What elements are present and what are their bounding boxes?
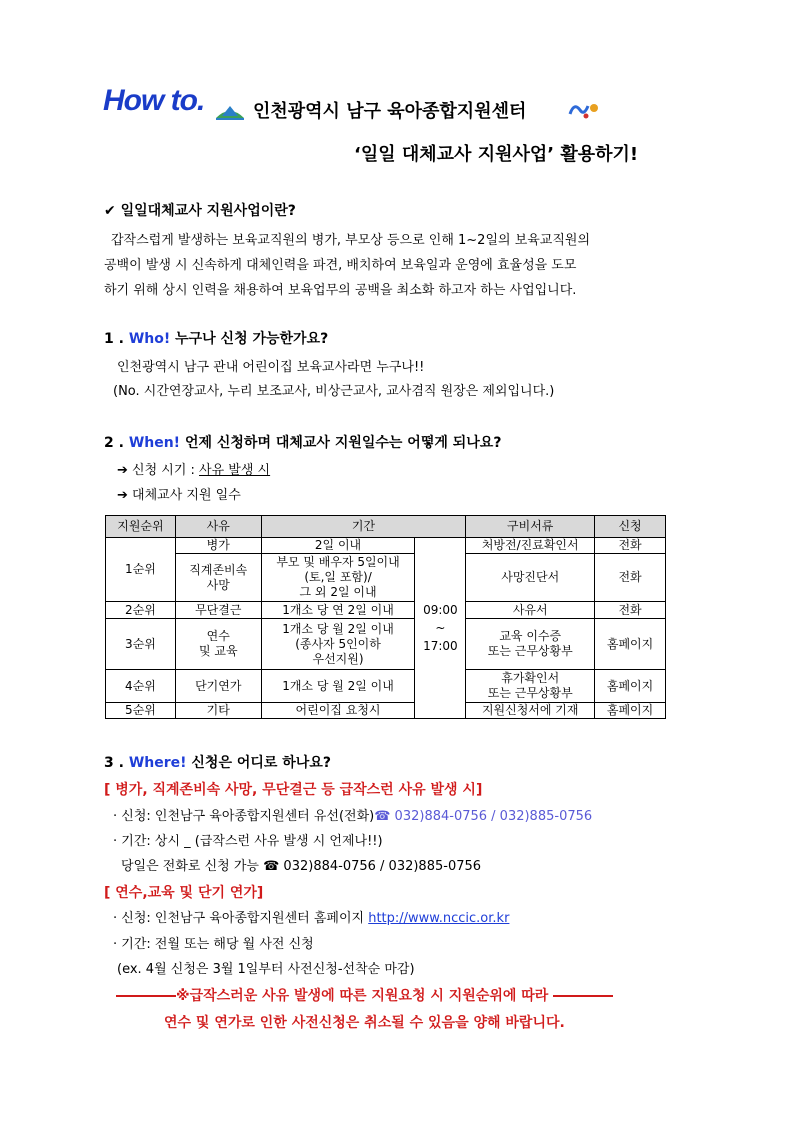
table-cell-period: 2일 이내	[261, 538, 415, 554]
table-cell-apply: 전화	[595, 602, 666, 619]
center-logo-icon	[214, 100, 246, 122]
intro-line2: 공백이 발생 시 신속하게 대체인력을 파견, 배치하여 보육일과 운영에 효율성을 도모	[104, 258, 577, 273]
where-group2-line3: (ex. 4월 신청은 3월 1일부터 사전신청-선착순 마감)	[117, 962, 415, 977]
when-period	[117, 459, 270, 478]
when-heading	[104, 432, 501, 452]
table-row	[106, 619, 666, 670]
table-cell-apply: 전화	[595, 554, 666, 602]
table-cell-docs: 처방전/진료확인서	[466, 538, 595, 554]
where-group1-line2: · 기간: 상시 _ (급작스런 사유 발생 시 언제나!!)	[113, 834, 383, 849]
intro-heading: ✔ 일일대체교사 지원사업이란?	[104, 203, 296, 219]
when-num: 2 .	[104, 435, 124, 451]
table-row	[106, 538, 666, 554]
table-cell-rank: 5순위	[106, 703, 176, 719]
table-header-reason: 사유	[175, 516, 261, 538]
who-heading	[104, 328, 328, 348]
where-group1-apply-label: · 신청: 인천남구 육아종합지원센터 유선(전화)	[113, 809, 375, 824]
howto-title: How to.	[103, 84, 205, 117]
where-group2-line2: · 기간: 전월 또는 해당 월 사전 신청	[113, 937, 314, 952]
nam-gu-logo-icon	[566, 98, 602, 120]
who-keyword: Who!	[128, 331, 171, 347]
homepage-link[interactable]: http://www.nccic.or.kr	[368, 911, 510, 926]
table-cell-period: 1개소 당 월 2일 이내 (종사자 5인이하 우선지원)	[261, 619, 415, 670]
where-group2-title: [ 연수,교육 및 단기 연가]	[104, 885, 264, 901]
where-group1-title: [ 병가, 직계존비속 사망, 무단결근 등 급작스런 사유 발생 시]	[104, 782, 483, 798]
where-group1-line3: 당일은 전화로 신청 가능 ☎ 032)884-0756 / 032)885-0756	[121, 859, 482, 874]
table-header-apply: 신청	[595, 516, 666, 538]
when-days-label: ➔ 대체교사 지원 일수	[117, 488, 241, 503]
table-cell-time: 09:00 ~ 17:00	[415, 538, 466, 719]
when-heading-text: 언제 신청하며 대체교사 지원일수는 어떻게 되나요?	[184, 435, 502, 451]
table-cell-reason: 병가	[175, 538, 261, 554]
notice-divider-left	[116, 995, 176, 997]
table-cell-period: 부모 및 배우자 5일이내 (토,일 포함)/ 그 외 2일 이내	[261, 554, 415, 602]
table-cell-reason: 연수 및 교육	[175, 619, 261, 670]
table-cell-docs: 교육 이수증 또는 근무상황부	[466, 619, 595, 670]
table-row	[106, 602, 666, 619]
when-keyword: When!	[128, 435, 181, 451]
table-header-period: 기간	[261, 516, 466, 538]
table-cell-apply: 홈페이지	[595, 703, 666, 719]
table-cell-apply: 홈페이지	[595, 670, 666, 703]
table-cell-reason: 직계존비속 사망	[175, 554, 261, 602]
notice-line2: 연수 및 연가로 인한 사전신청은 취소될 수 있음을 양해 바랍니다.	[164, 1015, 565, 1031]
who-num: 1 .	[104, 331, 124, 347]
table-cell-rank: 1순위	[106, 538, 176, 602]
intro-line3: 하기 위해 상시 인력을 채용하여 보육업무의 공백을 최소화 하고자 하는 사업입니다.	[104, 283, 577, 298]
table-cell-apply: 홈페이지	[595, 619, 666, 670]
where-group2-apply-label: · 신청: 인천남구 육아종합지원센터 홈페이지	[113, 911, 369, 926]
who-line2: (No. 시간연장교사, 누리 보조교사, 비상근교사, 교사겸직 원장은 제외입니다.)	[113, 384, 555, 399]
notice-line1	[116, 985, 636, 1005]
where-heading-text: 신청은 어디로 하나요?	[191, 755, 331, 771]
table-header-row	[106, 516, 666, 538]
when-period-label: ➔ 신청 시기 :	[117, 463, 200, 478]
notice-divider-right	[553, 995, 613, 997]
where-group1-phone: ☎ 032)884-0756 / 032)885-0756	[374, 809, 593, 824]
table-cell-rank: 4순위	[106, 670, 176, 703]
table-row	[106, 554, 666, 602]
intro-line1: 갑작스럽게 발생하는 보육교직원의 병가, 부모상 등으로 인해 1~2일의 보육교직원의	[111, 233, 591, 248]
when-period-value: 사유 발생 시	[199, 463, 271, 478]
table-cell-docs: 사망진단서	[466, 554, 595, 602]
table-cell-docs: 사유서	[466, 602, 595, 619]
support-table	[105, 515, 666, 719]
table-cell-docs: 휴가확인서 또는 근무상황부	[466, 670, 595, 703]
table-header-docs: 구비서류	[466, 516, 595, 538]
table-row	[106, 670, 666, 703]
table-cell-rank: 2순위	[106, 602, 176, 619]
table-cell-reason: 무단결근	[175, 602, 261, 619]
table-cell-reason: 기타	[175, 703, 261, 719]
where-group2-line1	[113, 907, 509, 926]
table-header-rank: 지원순위	[106, 516, 176, 538]
title-line1: 인천광역시 남구 육아종합지원센터	[253, 101, 527, 122]
table-cell-apply: 전화	[595, 538, 666, 554]
table-cell-period: 어린이집 요청시	[261, 703, 415, 719]
who-line1: 인천광역시 남구 관내 어린이집 보육교사라면 누구나!!	[117, 360, 425, 375]
who-heading-text: 누구나 신청 가능한가요?	[175, 331, 329, 347]
notice-line1-text: ※급작스러운 사유 발생에 따른 지원요청 시 지원순위에 따라	[176, 988, 549, 1004]
table-cell-period: 1개소 당 연 2일 이내	[261, 602, 415, 619]
table-row	[106, 703, 666, 719]
where-group1-line1	[113, 805, 592, 824]
where-heading	[104, 752, 331, 772]
title-line2: ‘일일 대체교사 지원사업’ 활용하기!	[354, 144, 639, 165]
table-cell-rank: 3순위	[106, 619, 176, 670]
where-num: 3 .	[104, 755, 124, 771]
table-cell-reason: 단기연가	[175, 670, 261, 703]
table-cell-docs: 지원신청서에 기재	[466, 703, 595, 719]
table-cell-period: 1개소 당 월 2일 이내	[261, 670, 415, 703]
where-keyword: Where!	[128, 755, 187, 771]
